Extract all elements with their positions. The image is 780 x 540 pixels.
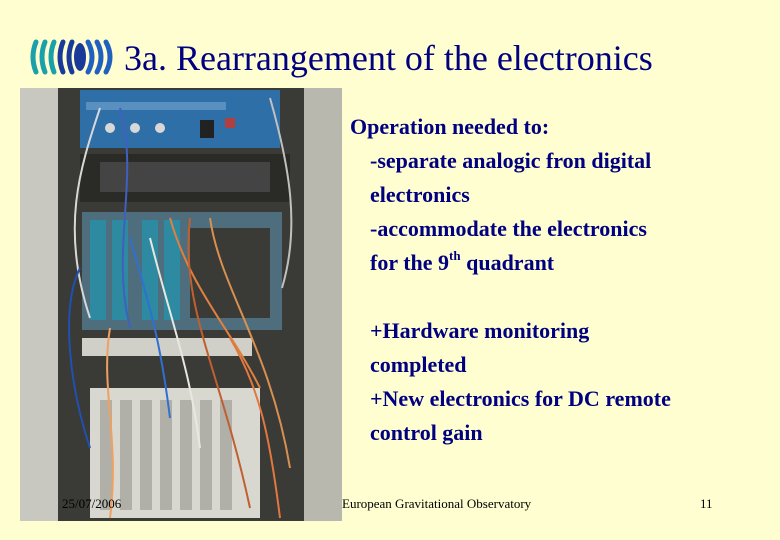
bullet-line-4 [370, 246, 770, 280]
bullet-line-4-pre: for the 9 [370, 250, 450, 275]
bullet-text [350, 110, 770, 450]
footer-organization: European Gravitational Observatory [342, 496, 532, 511]
bullet-line-4-post: quadrant [460, 250, 555, 275]
footer-page-number: 11 [700, 496, 713, 511]
ego-waves-logo-icon [28, 38, 120, 76]
slide-title: 3a. Rearrangement of the electronics [124, 38, 653, 78]
electronics-rack-photo [20, 88, 342, 521]
bullet-intro: Operation needed to: [350, 114, 550, 139]
bullet-line-4-sup: th [449, 247, 461, 263]
bullet-line-2: electronics [370, 182, 470, 207]
bullet-line-7: +New electronics for DC remote [370, 386, 671, 411]
footer-date: 25/07/2006 [62, 496, 122, 511]
bullet-line-8: control gain [370, 420, 483, 445]
bullet-line-6: completed [370, 352, 467, 377]
bullet-line-5: +Hardware monitoring [370, 318, 590, 343]
bullet-line-1: -separate analogic fron digital [370, 148, 652, 173]
bullet-line-3: -accommodate the electronics [370, 216, 647, 241]
